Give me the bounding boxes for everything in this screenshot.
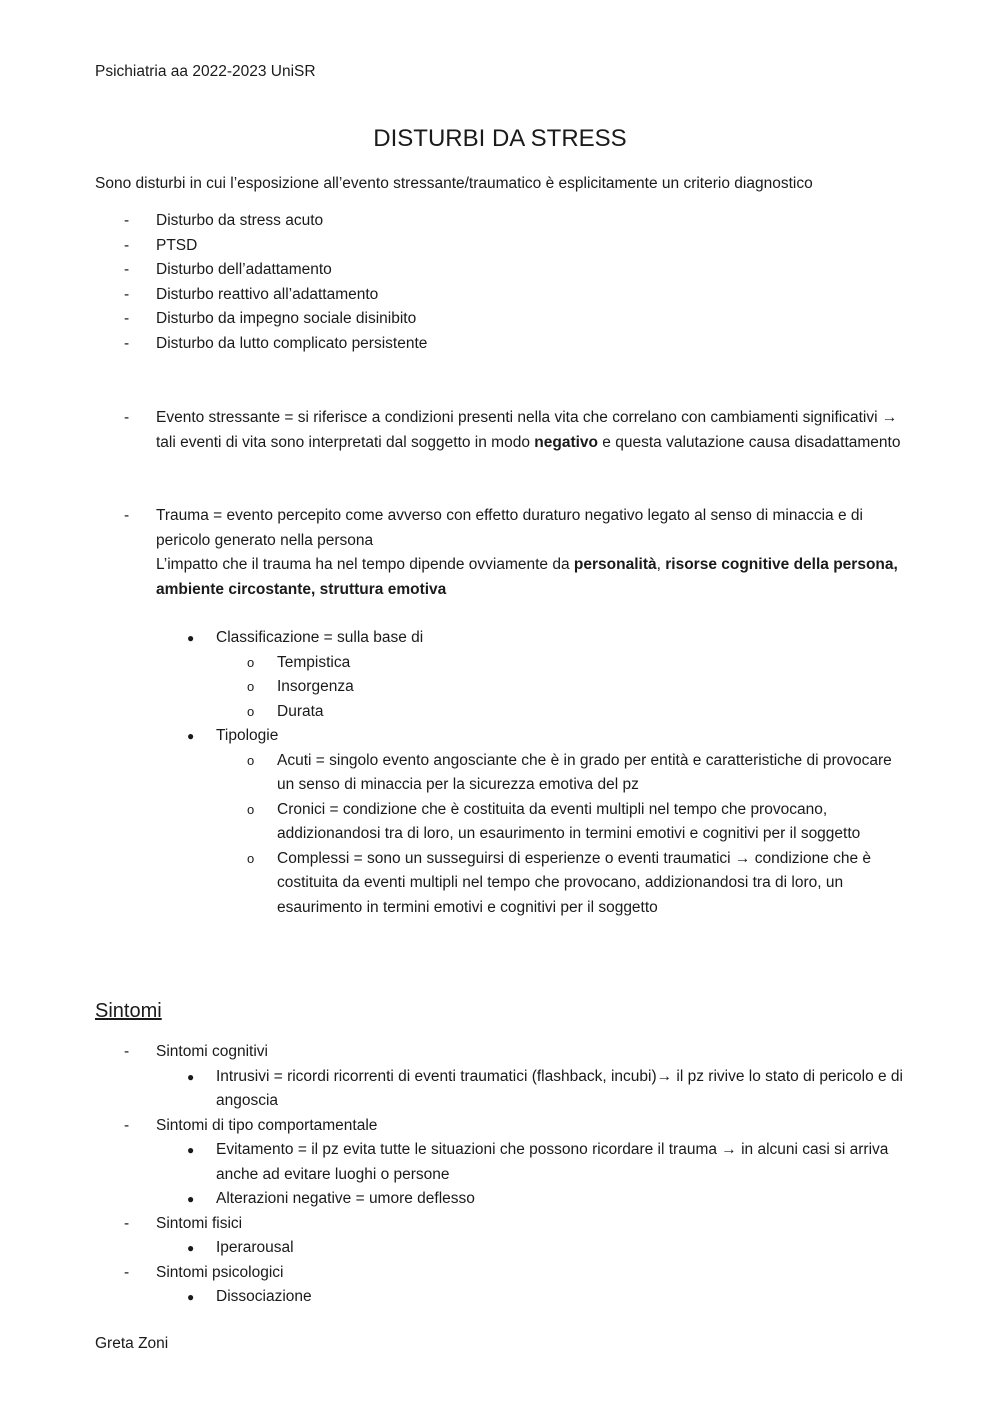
list-item: ● Alterazioni negative = umore deflesso	[0, 1187, 1000, 1212]
circle-marker: o	[247, 801, 255, 817]
circle-marker: o	[247, 703, 255, 719]
list-item: ● Classificazione = sulla base di	[0, 626, 1000, 651]
circle-marker: o	[247, 752, 255, 768]
dash-marker: -	[124, 1263, 130, 1281]
list-item: o Acuti = singolo evento angosciante che è in grado per entità e caratteristiche di provocare un senso di minaccia per la sicurezza emotiva del pz	[0, 749, 1000, 798]
list-item: o Durata	[0, 700, 1000, 725]
list-item: - Sintomi psicologici	[0, 1261, 1000, 1286]
evento-stressante-item	[0, 406, 1000, 455]
page-title: DISTURBI DA STRESS	[373, 125, 627, 152]
dash-marker: -	[124, 310, 130, 327]
list-item: - Disturbo da lutto complicato persistente	[0, 332, 1000, 357]
list-item: - Sintomi cognitivi	[0, 1040, 1000, 1065]
sintomi-list	[0, 1040, 1000, 1310]
dash-marker: -	[124, 236, 130, 254]
list-item: - Disturbo da impegno sociale disinibito	[0, 307, 1000, 332]
list-item: ● Iperarousal	[0, 1236, 1000, 1261]
dash-marker: -	[124, 1214, 130, 1232]
trauma-item	[0, 504, 1000, 602]
list-item: o Complessi = sono un susseguirsi di esperienze o eventi traumatici → condizione che è costituita da eventi multipli nel tempo che provocano, addizionandosi tra di loro, un esaurimento in termini emotivi e cognitivi per il soggetto	[0, 847, 1000, 921]
list-item: ● Intrusivi = ricordi ricorrenti di eventi traumatici (flashback, incubi)→ il pz rivive lo stato di pericolo e di angoscia	[0, 1065, 1000, 1114]
dash-marker: -	[124, 409, 130, 426]
bullet-marker: ●	[187, 631, 195, 645]
disorders-list	[0, 209, 1000, 356]
list-item: - Disturbo dell’adattamento	[0, 258, 1000, 283]
list-item: - PTSD	[0, 234, 1000, 259]
dash-marker: -	[124, 1043, 130, 1060]
circle-marker: o	[247, 679, 255, 694]
bullet-marker: ●	[187, 1241, 195, 1255]
bullet-marker: ●	[187, 1143, 195, 1157]
list-item: ● Dissociazione	[0, 1285, 1000, 1310]
trauma-definition: Trauma = evento percepito come avverso con effetto duraturo negativo legato al senso di minaccia e di pericolo generato nella persona	[156, 507, 863, 549]
dash-marker: -	[124, 261, 130, 278]
list-item: o Insorgenza	[0, 675, 1000, 700]
list-item: - Disturbo da stress acuto	[0, 209, 1000, 234]
dash-marker: -	[124, 334, 130, 352]
dash-marker: -	[124, 507, 130, 524]
evento-stressante-text: Evento stressante = si riferisce a condizioni presenti nella vita che correlano con cambiamenti significativi → tali eventi di vita sono interpretati dal soggetto in modo negativo e questa valutazione causa disadattamento	[156, 409, 901, 451]
dash-marker: -	[124, 1116, 130, 1134]
list-item: o Tempistica	[0, 651, 1000, 676]
bullet-marker: ●	[187, 1192, 195, 1206]
dash-marker: -	[124, 212, 130, 229]
bullet-marker: ●	[187, 1069, 195, 1084]
circle-marker: o	[247, 850, 255, 866]
bullet-marker: ●	[187, 729, 195, 743]
trauma-impact: L’impatto che il trauma ha nel tempo dipende ovviamente da personalità, risorse cognitive della persona, ambiente circostante, struttura emotiva	[156, 556, 898, 598]
bullet-marker: ●	[187, 1290, 195, 1304]
dash-marker: -	[124, 285, 130, 303]
list-item: - Sintomi di tipo comportamentale	[0, 1114, 1000, 1139]
section-heading-sintomi: Sintomi	[95, 1000, 162, 1022]
intro-paragraph: Sono disturbi in cui l’esposizione all’evento stressante/traumatico è esplicitamente un criterio diagnostico	[95, 175, 813, 192]
page-header: Psichiatria aa 2022-2023 UniSR	[95, 63, 316, 80]
classification-block	[0, 626, 1000, 920]
circle-marker: o	[247, 654, 255, 670]
list-item: o Cronici = condizione che è costituita da eventi multipli nel tempo che provocano, addizionandosi tra di loro, un esaurimento in termini emotivi e cognitivi per il soggetto	[0, 798, 1000, 847]
list-item: - Disturbo reattivo all’adattamento	[0, 283, 1000, 308]
list-item: ● Tipologie	[0, 724, 1000, 749]
list-item: ● Evitamento = il pz evita tutte le situazioni che possono ricordare il trauma → in alcuni casi si arriva anche ad evitare luoghi o persone	[0, 1138, 1000, 1187]
page-footer: Greta Zoni	[95, 1335, 169, 1352]
list-item: - Sintomi fisici	[0, 1212, 1000, 1237]
